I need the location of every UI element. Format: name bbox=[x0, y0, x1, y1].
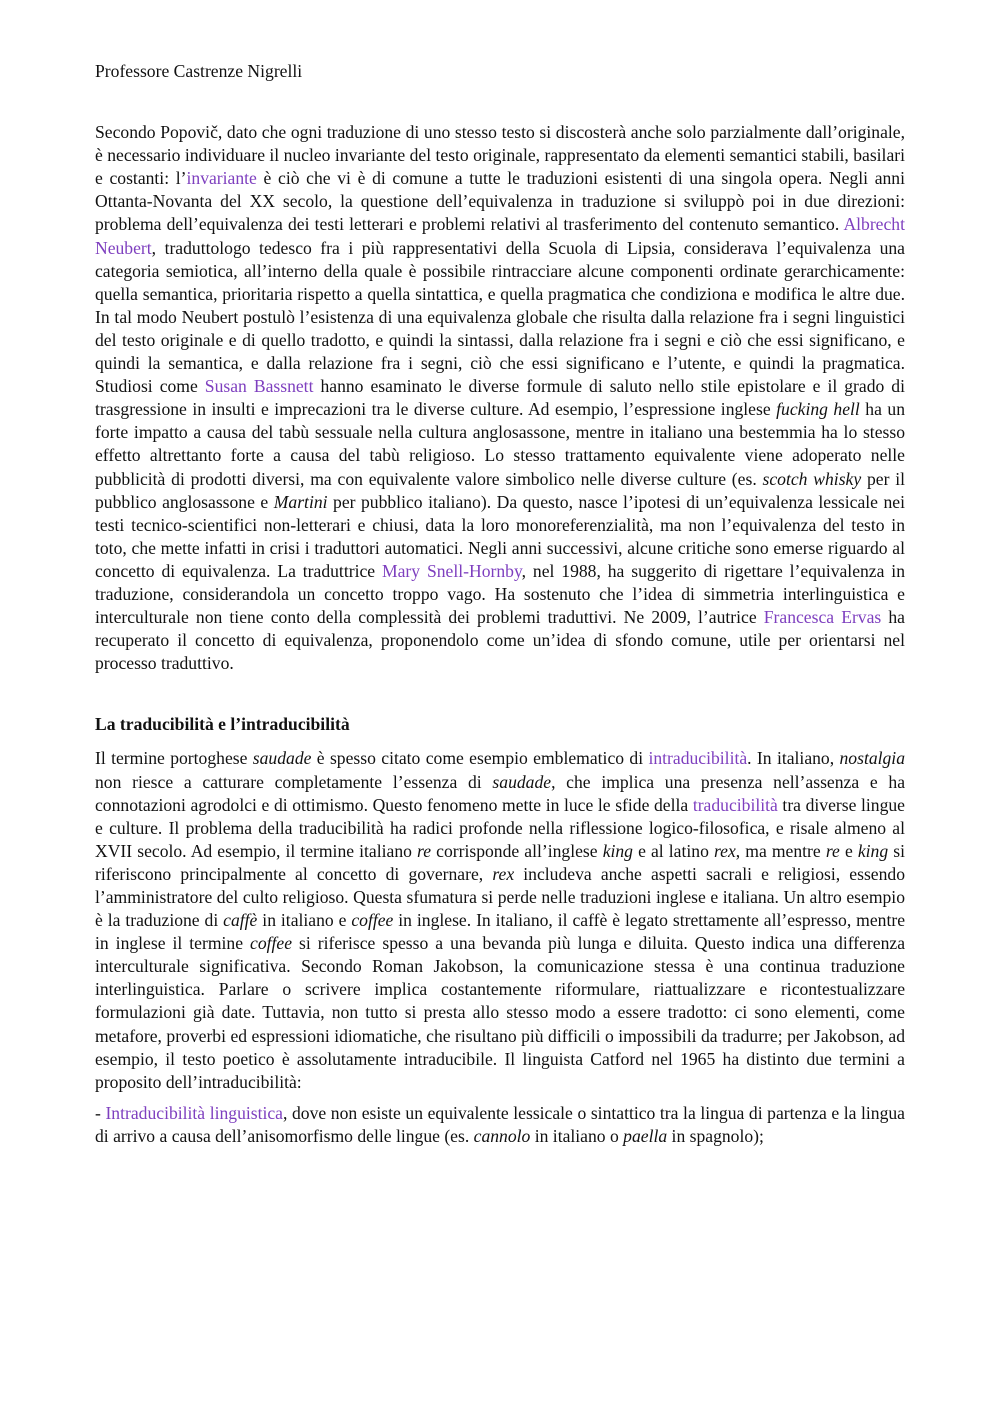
italic-term: scotch whisky bbox=[762, 468, 862, 489]
italic-term: cannolo bbox=[473, 1125, 531, 1146]
text-run: ha un forte impatto a causa del tabù sessuale nella cultura anglosassone, mentre in italiano una bestemmia ha lo stesso effetto altrettanto forte a causa del tabù religioso. Lo stesso trattamento equivalente viene adoperato nelle pubblicità di prodotti diversi, ma con equivalente valore simbolico nelle diverse culture (es. bbox=[95, 399, 905, 489]
text-run: , traduttologo tedesco fra i più rappresentativi della Scuola di Lipsia, considerava l’equivalenza una categoria semiotica, all’interno della quale è possibile rintracciare alcune componenti ordinate gerarchicamente: quella semantica, prioritaria rispetto a quella sintattica, e quella pragmatica che condiziona e modifica le altre due. In tal modo Neubert postulò l’esistenza di una equivalenza globale che risulta dalla relazione fra i segni linguistici del testo originale e di quello tradotto, e quindi la sintassi, dalla relazione fra i segni e ciò che essi significano, e quindi la semantica, e dalla relazione fra i segni, ciò che essi significano e l’utente, e quindi la pragmatica. Studiosi come bbox=[95, 237, 905, 397]
author-header: Professore Castrenze Nigrelli bbox=[95, 61, 303, 81]
section-heading: La traducibilità e l’intraducibilità bbox=[95, 714, 350, 735]
italic-term: rex bbox=[713, 840, 736, 861]
text-run: non riesce a catturare completamente l’essenza di bbox=[95, 771, 493, 792]
italic-term: re bbox=[417, 840, 432, 861]
text-run: Il termine portoghese bbox=[95, 748, 253, 769]
italic-term: nostalgia bbox=[839, 748, 905, 769]
text-run: includeva anche aspetti sacrali e religiosi, essendo l’amministratore del culto religioso. Questa sfumatura si perde nelle traduzioni inglese e italiana. Un altro esempio è la traduzione di bbox=[95, 863, 905, 931]
italic-term: fucking hell bbox=[776, 399, 860, 420]
italic-term: coffee bbox=[250, 933, 293, 954]
document-page bbox=[95, 60, 905, 1148]
list-item-linguistic-untranslatability bbox=[95, 1102, 905, 1148]
text-run: e al latino bbox=[632, 840, 714, 861]
text-run: in italiano o bbox=[530, 1125, 624, 1146]
text-run: è spesso citato come esempio emblematico di bbox=[311, 748, 649, 769]
link-intraducibilita[interactable]: intraducibilità bbox=[648, 748, 748, 769]
paragraph-equivalence bbox=[95, 121, 905, 675]
text-run: ha recuperato il concetto di equivalenza, proponendolo come un’idea di sfondo comune, utile per orientarsi nel processo traduttivo. bbox=[95, 607, 905, 674]
link-albrecht-neubert[interactable]: Albrecht Neubert bbox=[95, 214, 905, 258]
italic-term: king bbox=[602, 840, 633, 861]
text-run: si riferisce spesso a una bevanda più lunga e diluita. Questo indica una differenza interculturale significativa. Secondo Roman Jakobson, la comunicazione stessa è una continua traduzione interlinguistica. Parlare o scrivere implica costantemente riformulare, riattualizzare e ricontestualizzare formulazioni già date. Tuttavia, non tutto si presta allo stesso modo a essere tradotto: ci sono elementi, come metafore, proverbi ed espressioni idiomatiche, che risultano più difficili o impossibili da tradurre; per Jakobson, ad esempio, il testo poetico è assolutamente intraducibile. Il linguista Catford nel 1965 ha distinto due termini a proposito dell’intraducibilità: bbox=[95, 933, 906, 1092]
text-run: è ciò che vi è di comune a tutte le traduzioni esistenti di una singola opera. Negli anni Ottanta-Novanta del XX secolo, la questione dell’equivalenza in traduzione si sviluppò poi in due direzioni: problema dell’equivalenza dei testi letterari e problemi relativi al trasferimento del contenuto semantico. bbox=[95, 168, 905, 235]
italic-term: king bbox=[857, 840, 889, 861]
list-dash: - bbox=[95, 1102, 106, 1123]
link-mary-snell-hornby[interactable]: Mary Snell-Hornby bbox=[381, 560, 522, 581]
link-invariante[interactable]: invariante bbox=[186, 168, 257, 189]
italic-term: caffè bbox=[223, 910, 258, 931]
italic-term: saudade bbox=[492, 771, 552, 792]
text-run: Secondo Popovič, dato che ogni traduzione di uno stesso testo si discosterà anche solo parzialmente dall’originale, è necessario individuare il nucleo invariante del testo originale, rappresentato da elementi semantici stabili, basilari e costanti: l’ bbox=[95, 122, 905, 189]
text-run: corrisponde all’inglese bbox=[431, 840, 603, 861]
link-francesca-ervas[interactable]: Francesca Ervas bbox=[763, 607, 882, 628]
italic-term: re bbox=[825, 840, 840, 861]
italic-term: paella bbox=[623, 1125, 668, 1146]
italic-term: coffee bbox=[351, 910, 394, 931]
text-run: , nel 1988, ha suggerito di rigettare l’equivalenza in traduzione, considerandola un concetto troppo vago. Ha sostenuto che l’idea di simmetria interlinguistica e interculturale non tiene conto della complessità dei problemi traduttivi. Ne 2009, l’autrice bbox=[95, 560, 905, 628]
text-run: per pubblico italiano). Da questo, nasce l’ipotesi di un’equivalenza lessicale nei testi tecnico-scientifici non-letterari e chiusi, data la loro monoreferenzialità, ma non l’equivalenza del testo in toto, che mette infatti in crisi i traduttori automatici. Negli anni successivi, alcune critiche sono emerse riguardo al concetto di equivalenza. La traduttrice bbox=[95, 491, 905, 581]
text-run: , dove non esiste un equivalente lessicale o sintattico tra la lingua di partenza e la lingua di arrivo a causa dell’anisomorfismo delle lingue (es. bbox=[95, 1102, 905, 1146]
text-run: , ma mentre bbox=[735, 840, 826, 861]
text-run: si riferiscono principalmente al concetto di governare, bbox=[95, 840, 905, 884]
text-run: hanno esaminato le diverse formule di saluto nello stile epistolare e il grado di trasgressione in insulti e imprecazioni tra le diverse culture. Ad esempio, l’espressione inglese bbox=[95, 376, 905, 420]
text-run: in inglese. In italiano, il caffè è legato strettamente all’espresso, mentre in inglese il termine bbox=[95, 910, 905, 954]
text-run: in italiano e bbox=[257, 910, 352, 931]
italic-term: rex bbox=[492, 863, 515, 884]
text-run: e bbox=[839, 840, 858, 861]
text-run: . In italiano, bbox=[747, 748, 840, 769]
text-run: per il pubblico anglosassone e bbox=[95, 468, 906, 512]
text-run: , che implica una presenza nell’assenza e ha connotazioni agrodolci e di ottimismo. Questo fenomeno mette in luce le sfide della bbox=[95, 771, 905, 815]
italic-term: Martini bbox=[273, 491, 328, 512]
paragraph-translatability bbox=[95, 747, 905, 1093]
link-traducibilita[interactable]: traducibilità bbox=[692, 794, 778, 815]
italic-term: saudade bbox=[252, 748, 312, 769]
link-susan-bassnett[interactable]: Susan Bassnett bbox=[204, 376, 314, 397]
text-run: in spagnolo); bbox=[667, 1125, 764, 1146]
link-intraducibilita-linguistica[interactable]: Intraducibilità linguistica bbox=[105, 1102, 283, 1123]
text-run: tra diverse lingue e culture. Il problema della traducibilità ha radici profonde nella riflessione logico-filosofica, e risale almeno al XVII secolo. Ad esempio, il termine italiano bbox=[95, 794, 905, 861]
